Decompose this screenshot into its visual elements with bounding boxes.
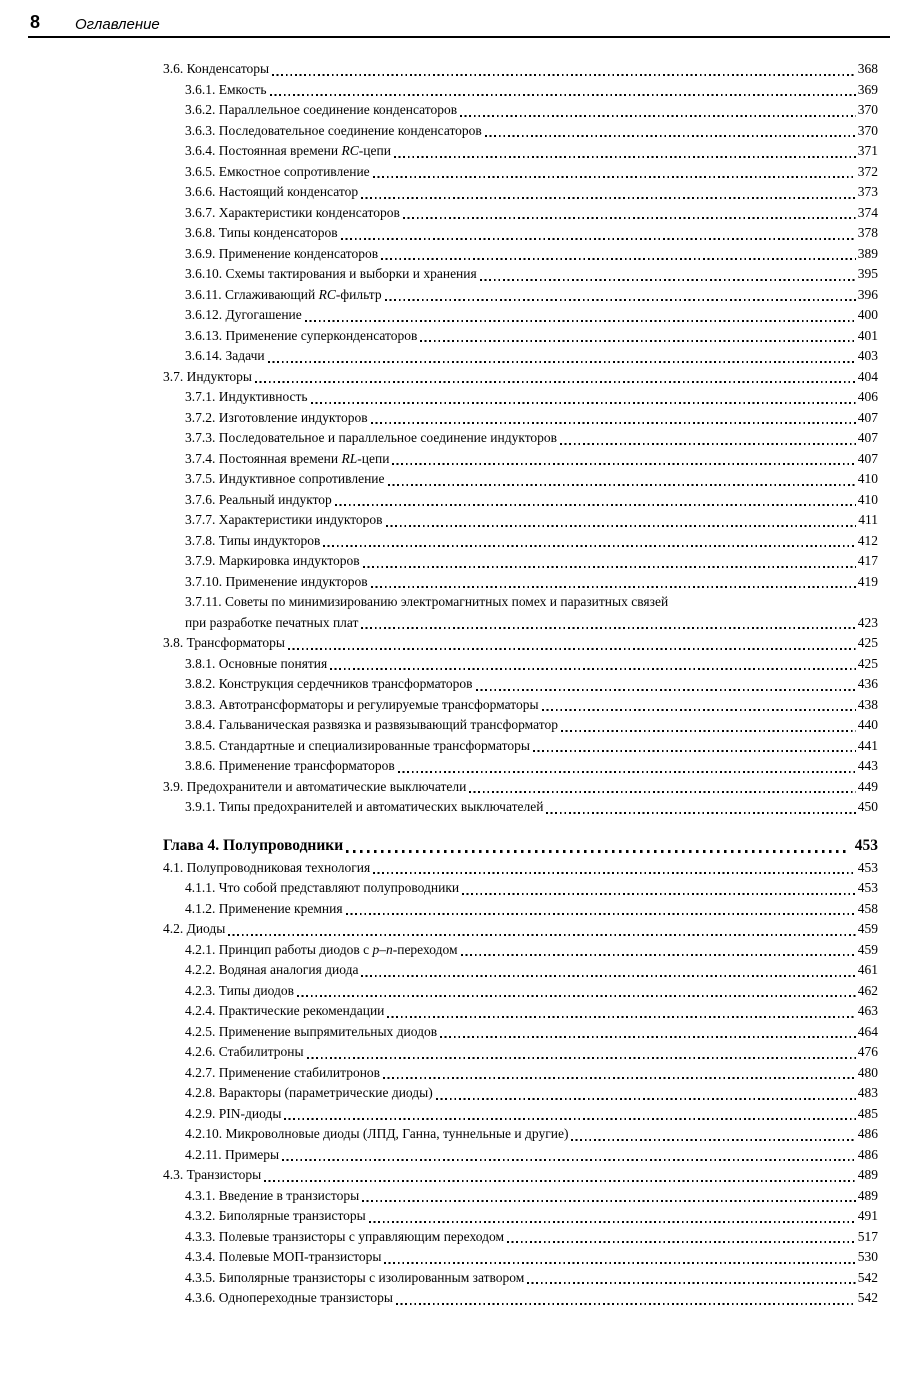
toc-entry bbox=[163, 633, 878, 654]
toc-entry-page: 489 bbox=[857, 1167, 878, 1182]
toc-entry-title: 3.8.4. Гальваническая развязка и развязывающий трансформатор bbox=[185, 717, 558, 732]
toc-entry-page: 407 bbox=[857, 409, 878, 425]
toc-entry-page: 370 bbox=[857, 122, 878, 138]
toc-entry-title: 3.7.9. Маркировка индукторов bbox=[185, 553, 360, 568]
toc-entry bbox=[163, 736, 878, 757]
toc-entry-page: 476 bbox=[857, 1044, 878, 1059]
toc-entry-title: 4.2. Диоды bbox=[163, 921, 226, 936]
toc-entry bbox=[163, 1124, 878, 1145]
toc-entry bbox=[163, 756, 878, 777]
toc-entry-page: 450 bbox=[857, 799, 878, 814]
toc-entry bbox=[163, 919, 878, 940]
toc-entry bbox=[163, 469, 878, 490]
toc-entry bbox=[163, 858, 878, 879]
toc-entry bbox=[163, 408, 878, 429]
toc-entry-page: 373 bbox=[857, 184, 878, 199]
toc-entry bbox=[163, 449, 878, 470]
toc-entry-page: 396 bbox=[857, 286, 878, 302]
toc-entry-title: 3.8.6. Применение трансформаторов bbox=[185, 758, 395, 773]
toc-entry-page: 491 bbox=[857, 1208, 878, 1223]
dotted-leader bbox=[270, 59, 857, 80]
toc-entry-page: 411 bbox=[858, 512, 878, 527]
dotted-leader bbox=[438, 1022, 857, 1043]
dotted-leader bbox=[460, 878, 857, 899]
toc-entry-title: 4.3.2. Биполярные транзисторы bbox=[185, 1208, 366, 1223]
toc-entry-title: 3.7.4. Постоянная времени RL-цепи bbox=[185, 450, 390, 466]
dotted-leader bbox=[253, 367, 857, 388]
toc-entry-page: 371 bbox=[857, 143, 878, 158]
toc-entry-page: 407 bbox=[857, 430, 878, 445]
toc-entry-title: 3.8.3. Автотрансформаторы и регулируемые трансформаторы bbox=[185, 696, 539, 712]
dotted-leader bbox=[383, 285, 857, 306]
toc-entry bbox=[163, 387, 878, 408]
toc-entry-title: 3.6.9. Применение конденсаторов bbox=[185, 245, 379, 261]
toc-entry-page: 404 bbox=[857, 368, 878, 384]
dotted-leader bbox=[401, 203, 857, 224]
toc-entry bbox=[163, 285, 878, 306]
toc-entry-title: 3.8. Трансформаторы bbox=[163, 635, 285, 650]
toc-entry bbox=[163, 428, 878, 449]
toc-entry bbox=[163, 182, 878, 203]
toc-entry bbox=[163, 531, 878, 552]
toc-entry-page: 486 bbox=[857, 1126, 878, 1141]
toc-entry-title: 3.6.14. Задачи bbox=[185, 348, 265, 363]
toc-list bbox=[163, 59, 878, 1309]
toc-entry-title: Глава 4. Полупроводники bbox=[163, 836, 344, 854]
toc-entry-title: 3.6.1. Емкость bbox=[185, 81, 267, 97]
toc-entry-page: 410 bbox=[857, 491, 878, 507]
dotted-leader bbox=[544, 797, 856, 818]
dotted-leader bbox=[303, 305, 857, 326]
toc-entry-page: 423 bbox=[857, 614, 878, 630]
toc-entry bbox=[163, 981, 878, 1002]
dotted-leader bbox=[384, 510, 858, 531]
toc-entry-page: 530 bbox=[857, 1249, 878, 1264]
toc-entry-page: 372 bbox=[857, 163, 878, 179]
toc-entry bbox=[163, 1165, 878, 1186]
toc-entry bbox=[163, 674, 878, 695]
toc-entry-page: 438 bbox=[857, 696, 878, 712]
toc-entry-page: 459 bbox=[857, 921, 878, 936]
toc-entry bbox=[163, 613, 878, 634]
dotted-leader bbox=[344, 834, 854, 858]
toc-entry-page: 463 bbox=[857, 1003, 878, 1018]
dotted-leader bbox=[328, 654, 857, 675]
toc-entry-title: 4.2.10. Микроволновые диоды (ЛПД, Ганна, туннельные и другие) bbox=[185, 1126, 569, 1141]
toc-chapter-entry bbox=[163, 834, 878, 858]
dotted-leader bbox=[280, 1145, 857, 1166]
dotted-leader bbox=[394, 1288, 857, 1309]
toc-entry bbox=[163, 572, 878, 593]
toc-entry-page: 368 bbox=[857, 61, 878, 76]
toc-entry bbox=[163, 305, 878, 326]
toc-entry-page: 419 bbox=[857, 573, 878, 589]
toc-entry-page: 453 bbox=[854, 836, 878, 854]
toc-entry bbox=[163, 244, 878, 265]
dotted-leader bbox=[434, 1083, 857, 1104]
toc-entry bbox=[163, 203, 878, 224]
dotted-leader bbox=[396, 756, 857, 777]
toc-entry-title: 3.9. Предохранители и автоматические выключатели bbox=[163, 778, 467, 794]
dotted-leader bbox=[309, 387, 857, 408]
toc-entry bbox=[163, 654, 878, 675]
toc-entry bbox=[163, 264, 878, 285]
toc-entry-title: 3.7.7. Характеристики индукторов bbox=[185, 512, 383, 527]
toc-entry-title: 4.1.2. Применение кремния bbox=[185, 900, 343, 916]
toc-entry-title: 4.2.8. Варакторы (параметрические диоды) bbox=[185, 1085, 433, 1100]
dotted-leader bbox=[305, 1042, 857, 1063]
toc-entry-page: 403 bbox=[857, 348, 878, 363]
toc-entry bbox=[163, 1206, 878, 1227]
toc-entry bbox=[163, 797, 878, 818]
toc-entry-title: 4.3.3. Полевые транзисторы с управляющим переходом bbox=[185, 1228, 504, 1244]
toc-entry-title: 3.9.1. Типы предохранителей и автоматических выключателей bbox=[185, 799, 544, 814]
toc-entry-title: 4.3.4. Полевые МОП-транзисторы bbox=[185, 1249, 382, 1264]
toc-entry bbox=[163, 899, 878, 920]
toc-entry-page: 485 bbox=[857, 1105, 878, 1121]
toc-entry-page: 443 bbox=[857, 758, 878, 773]
toc-entry-page: 395 bbox=[857, 266, 878, 281]
dotted-leader bbox=[286, 633, 857, 654]
toc-entry bbox=[163, 121, 878, 142]
toc-entry bbox=[163, 715, 878, 736]
dotted-leader bbox=[558, 428, 857, 449]
toc-entry-title: 4.1. Полупроводниковая технология bbox=[163, 859, 371, 875]
toc-entry-page: 389 bbox=[857, 245, 878, 261]
toc-entry-title: 3.6.11. Сглаживающий RC-фильтр bbox=[185, 286, 382, 302]
toc-entry bbox=[163, 695, 878, 716]
dotted-leader bbox=[266, 346, 857, 367]
dotted-leader bbox=[226, 919, 856, 940]
toc-entry-title: 4.3.5. Биполярные транзисторы с изолированным затвором bbox=[185, 1269, 525, 1285]
dotted-leader bbox=[569, 1124, 856, 1145]
toc-entry-page: 542 bbox=[857, 1269, 878, 1285]
toc-entry-title: 3.7.1. Индуктивность bbox=[185, 389, 308, 404]
toc-entry-page: 441 bbox=[857, 737, 878, 753]
toc-entry bbox=[163, 878, 878, 899]
dotted-leader bbox=[268, 80, 857, 101]
toc-entry-title: 4.2.3. Типы диодов bbox=[185, 982, 295, 998]
toc-entry-title: 3.8.2. Конструкция сердечников трансформаторов bbox=[185, 676, 473, 691]
toc-entry-title: 4.1.1. Что собой представляют полупроводники bbox=[185, 880, 460, 895]
toc-entry-page: 410 bbox=[857, 471, 878, 486]
toc-entry-title: 3.6.3. Последовательное соединение конденсаторов bbox=[185, 122, 482, 138]
toc-entry-title: 3.6.6. Настоящий конденсатор bbox=[185, 184, 359, 199]
dotted-leader bbox=[459, 940, 857, 961]
toc-entry bbox=[163, 1186, 878, 1207]
toc-entry-page: 453 bbox=[857, 859, 878, 875]
toc-entry-title: 3.7.8. Типы индукторов bbox=[185, 532, 321, 548]
toc-entry-page: 378 bbox=[857, 225, 878, 240]
toc-entry-title: 4.2.1. Принцип работы диодов с p–n-переходом bbox=[185, 941, 458, 957]
toc-entry-title: 4.3.1. Введение в транзисторы bbox=[185, 1187, 360, 1203]
toc-entry-page: 480 bbox=[857, 1064, 878, 1080]
toc-entry-page: 453 bbox=[857, 880, 878, 895]
toc-entry-title: 3.6.13. Применение суперконденсаторов bbox=[185, 327, 418, 343]
dotted-leader bbox=[379, 244, 857, 265]
toc-entry-title: 3.6.4. Постоянная времени RC-цепи bbox=[185, 143, 391, 158]
toc-entry bbox=[163, 1247, 878, 1268]
dotted-leader bbox=[371, 858, 857, 879]
dotted-leader bbox=[382, 1247, 856, 1268]
dotted-leader bbox=[295, 981, 857, 1002]
toc-entry-page: 517 bbox=[857, 1228, 878, 1244]
toc-entry-title: 3.6.10. Схемы тактирования и выборки и хранения bbox=[185, 266, 477, 281]
toc-entry-page: 436 bbox=[857, 676, 878, 691]
toc-entry-title: 3.8.1. Основные понятия bbox=[185, 655, 328, 671]
toc-entry-page: 449 bbox=[857, 778, 878, 794]
toc-entry bbox=[163, 777, 878, 798]
toc-entry-title: 3.7.10. Применение индукторов bbox=[185, 573, 368, 589]
toc-entry-page: 464 bbox=[857, 1023, 878, 1039]
dotted-leader bbox=[478, 264, 857, 285]
toc-entry bbox=[163, 551, 878, 572]
toc-entry-page: 461 bbox=[857, 962, 878, 977]
toc-entry-title: 4.3. Транзисторы bbox=[163, 1167, 262, 1182]
toc-entry-title: 3.7.6. Реальный индуктор bbox=[185, 491, 332, 507]
toc-entry-title: 3.8.5. Стандартные и специализированные трансформаторы bbox=[185, 737, 530, 753]
toc-entry bbox=[163, 510, 878, 531]
toc-entry bbox=[163, 1083, 878, 1104]
dotted-leader bbox=[359, 960, 856, 981]
dotted-leader bbox=[359, 182, 857, 203]
dotted-leader bbox=[369, 408, 857, 429]
page-header bbox=[28, 10, 890, 38]
toc-entry-title: 4.2.2. Водяная аналогия диода bbox=[185, 962, 359, 977]
toc-entry-page: 458 bbox=[857, 900, 878, 916]
toc-entry bbox=[163, 1042, 878, 1063]
toc-entry-page: 459 bbox=[857, 941, 878, 957]
toc-entry bbox=[163, 1104, 878, 1125]
toc-entry bbox=[163, 367, 878, 388]
toc-entry bbox=[163, 1227, 878, 1248]
dotted-leader bbox=[540, 695, 857, 716]
running-page-number: 8 bbox=[30, 12, 41, 32]
dotted-leader bbox=[531, 736, 857, 757]
dotted-leader bbox=[359, 613, 856, 634]
toc-entry-page: 542 bbox=[857, 1290, 878, 1305]
toc-entry-page: 440 bbox=[857, 717, 878, 732]
dotted-leader bbox=[525, 1268, 856, 1289]
toc-entry bbox=[163, 1145, 878, 1166]
dotted-leader bbox=[360, 1186, 857, 1207]
dotted-leader bbox=[467, 777, 856, 798]
toc-entry-title: 3.6.7. Характеристики конденсаторов bbox=[185, 204, 400, 220]
toc-entry bbox=[163, 940, 878, 961]
toc-entry bbox=[163, 162, 878, 183]
running-head-title: Оглавление bbox=[75, 16, 160, 33]
toc-entry-title: 3.6. Конденсаторы bbox=[163, 61, 270, 76]
toc-entry-title: 4.2.11. Примеры bbox=[185, 1146, 280, 1162]
toc-entry-page: 407 bbox=[857, 450, 878, 466]
toc-entry-page: 370 bbox=[857, 102, 878, 117]
toc-entry-page: 425 bbox=[857, 655, 878, 671]
dotted-leader bbox=[321, 531, 856, 552]
toc-entry bbox=[163, 960, 878, 981]
dotted-leader bbox=[369, 572, 857, 593]
toc-entry-title: 3.7.2. Изготовление индукторов bbox=[185, 409, 368, 425]
toc-entry-page: 369 bbox=[857, 81, 878, 97]
dotted-leader bbox=[474, 674, 857, 695]
dotted-leader bbox=[390, 449, 856, 470]
toc-entry bbox=[163, 1268, 878, 1289]
toc-entry bbox=[163, 346, 878, 367]
toc-entry bbox=[163, 223, 878, 244]
dotted-leader bbox=[386, 469, 857, 490]
dotted-leader bbox=[262, 1165, 857, 1186]
toc-entry bbox=[163, 592, 878, 613]
toc-entry-title: 3.7.3. Последовательное и параллельное соединение индукторов bbox=[185, 430, 558, 445]
toc-entry-title: 4.2.6. Стабилитроны bbox=[185, 1044, 304, 1059]
toc-entry-title: 3.6.5. Емкостное сопротивление bbox=[185, 163, 370, 179]
dotted-leader bbox=[371, 162, 857, 183]
toc-entry-page: 412 bbox=[857, 532, 878, 548]
toc-entry-page: 406 bbox=[857, 389, 878, 404]
toc-entry-title: 4.2.9. PIN-диоды bbox=[185, 1105, 282, 1121]
dotted-leader bbox=[559, 715, 857, 736]
toc-entry-title: при разработке печатных плат bbox=[185, 614, 359, 630]
toc-entry-page: 489 bbox=[857, 1187, 878, 1203]
dotted-leader bbox=[483, 121, 857, 142]
toc-entry bbox=[163, 1022, 878, 1043]
toc-entry-page: 486 bbox=[857, 1146, 878, 1162]
dotted-leader bbox=[505, 1227, 857, 1248]
toc-entry-title: 3.6.12. Дугогашение bbox=[185, 307, 302, 322]
toc-entry-page: 425 bbox=[857, 635, 878, 650]
dotted-leader bbox=[381, 1063, 857, 1084]
dotted-leader bbox=[392, 141, 857, 162]
toc-entry-page: 400 bbox=[857, 307, 878, 322]
toc-entry-title: 4.2.7. Применение стабилитронов bbox=[185, 1064, 381, 1080]
toc-entry-page: 374 bbox=[857, 204, 878, 220]
toc-entry bbox=[163, 1288, 878, 1309]
toc-entry bbox=[163, 490, 878, 511]
dotted-leader bbox=[385, 1001, 856, 1022]
toc-entry-page: 401 bbox=[857, 327, 878, 343]
dotted-leader bbox=[458, 100, 857, 121]
toc-entry-title: 3.6.8. Типы конденсаторов bbox=[185, 225, 338, 240]
toc-entry bbox=[163, 80, 878, 101]
toc-entry-title: 4.3.6. Однопереходные транзисторы bbox=[185, 1290, 393, 1305]
dotted-leader bbox=[282, 1104, 856, 1125]
dotted-leader bbox=[418, 326, 856, 347]
dotted-leader bbox=[339, 223, 857, 244]
dotted-leader bbox=[367, 1206, 857, 1227]
toc-entry bbox=[163, 326, 878, 347]
toc-entry bbox=[163, 141, 878, 162]
toc-entry-page: 417 bbox=[857, 553, 878, 568]
toc-entry-title: 3.7.11. Советы по минимизированию электромагнитных помех и паразитных связей bbox=[185, 594, 669, 609]
toc-entry-page: 483 bbox=[857, 1085, 878, 1100]
toc-entry-page: 462 bbox=[857, 982, 878, 998]
toc-entry bbox=[163, 1001, 878, 1022]
dotted-leader bbox=[361, 551, 857, 572]
toc-entry-title: 3.6.2. Параллельное соединение конденсаторов bbox=[185, 102, 458, 117]
toc-entry bbox=[163, 100, 878, 121]
toc-entry-title: 3.7.5. Индуктивное сопротивление bbox=[185, 471, 385, 486]
dotted-leader bbox=[344, 899, 857, 920]
dotted-leader bbox=[333, 490, 857, 511]
toc-entry bbox=[163, 59, 878, 80]
toc-entry-title: 3.7. Индукторы bbox=[163, 368, 252, 384]
toc-entry-title: 4.2.5. Применение выпрямительных диодов bbox=[185, 1023, 438, 1039]
toc-entry-title: 4.2.4. Практические рекомендации bbox=[185, 1003, 385, 1018]
toc-entry bbox=[163, 1063, 878, 1084]
